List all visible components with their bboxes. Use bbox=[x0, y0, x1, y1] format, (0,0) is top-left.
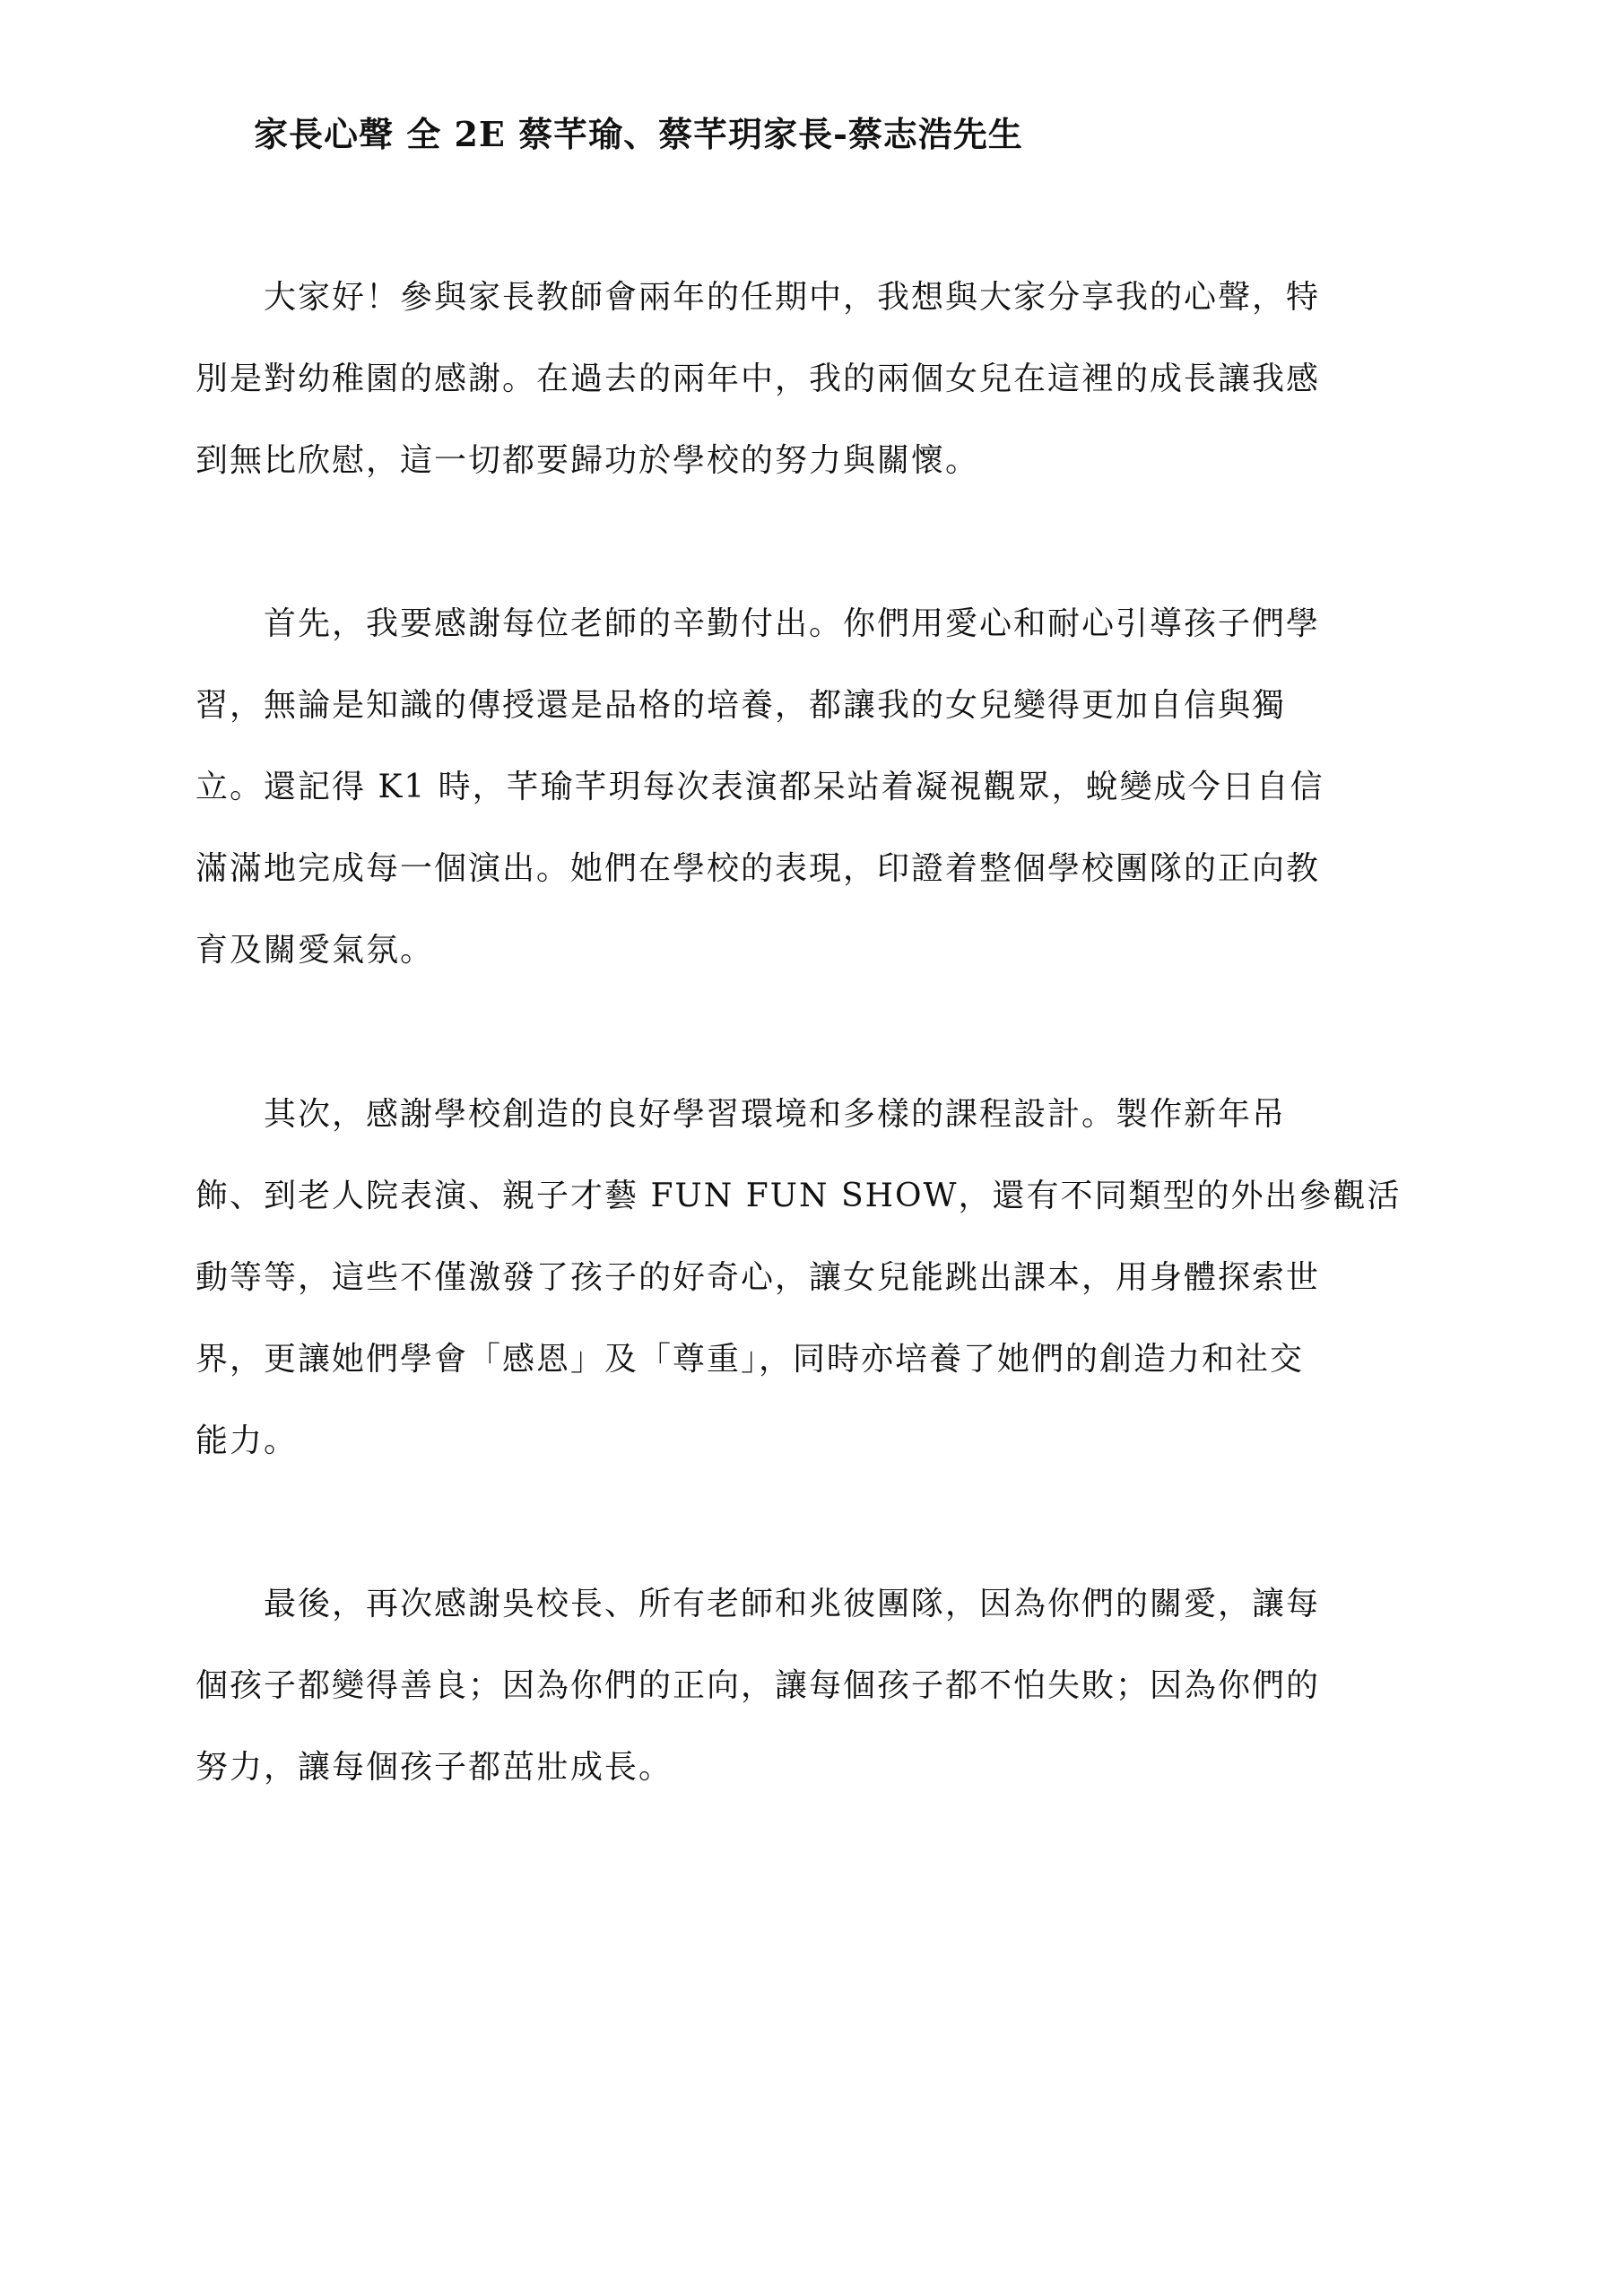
paragraph-line: 首先，我要感謝每位老師的辛勤付出。你們用愛心和耐心引導孩子們學 bbox=[264, 605, 1321, 642]
paragraph-line: 能力。 bbox=[195, 1422, 299, 1459]
paragraph-line: 滿滿地完成每一個演出。她們在學校的表現，印證着整個學校團隊的正向教 bbox=[195, 850, 1321, 887]
paragraph-line: 個孩子都變得善良；因為你們的正向，讓每個孩子都不怕失敗；因為你們的 bbox=[195, 1667, 1321, 1704]
paragraph-line: 大家好！參與家長教師會兩年的任期中，我想與大家分享我的心聲，特 bbox=[264, 279, 1321, 316]
paragraph-4 bbox=[195, 1563, 1451, 1808]
paragraph-line: 其次，感謝學校創造的良好學習環境和多樣的課程設計。製作新年吊 bbox=[264, 1096, 1287, 1133]
paragraph-line: 立。還記得 K1 時，芊瑜芊玥每次表演都呆站着凝視觀眾，蛻變成今日自信 bbox=[195, 769, 1324, 805]
paragraph-line: 育及關愛氣氛。 bbox=[195, 932, 435, 969]
paragraph-line: 努力，讓每個孩子都茁壯成長。 bbox=[195, 1749, 673, 1786]
paragraph-line: 到無比欣慰，這一切都要歸功於學校的努力與關懷。 bbox=[195, 442, 980, 479]
paragraph-line: 動等等，這些不僅激發了孩子的好奇心，讓女兒能跳出課本，用身體探索世 bbox=[195, 1259, 1321, 1296]
paragraph-line: 習，無論是知識的傳授還是品格的培養，都讓我的女兒變得更加自信與獨 bbox=[195, 687, 1287, 724]
paragraph-2 bbox=[195, 583, 1451, 991]
paragraph-line: 最後，再次感謝吳校長、所有老師和兆彼團隊，因為你們的關愛，讓每 bbox=[264, 1586, 1321, 1622]
document-title: 家長心聲 全 2E 蔡芊瑜、蔡芊玥家長-蔡志浩先生 bbox=[254, 114, 1023, 154]
paragraph-line: 界，更讓她們學會「感恩」及「尊重」，同時亦培養了她們的創造力和社交 bbox=[195, 1341, 1305, 1378]
paragraph-3 bbox=[195, 1074, 1451, 1482]
paragraph-line: 別是對幼稚園的感謝。在過去的兩年中，我的兩個女兒在這裡的成長讓我感 bbox=[195, 361, 1321, 397]
paragraph-1 bbox=[195, 257, 1451, 501]
paragraph-line: 飾、到老人院表演、親子才藝 FUN FUN SHOW，還有不同類型的外出參觀活 bbox=[195, 1178, 1402, 1214]
